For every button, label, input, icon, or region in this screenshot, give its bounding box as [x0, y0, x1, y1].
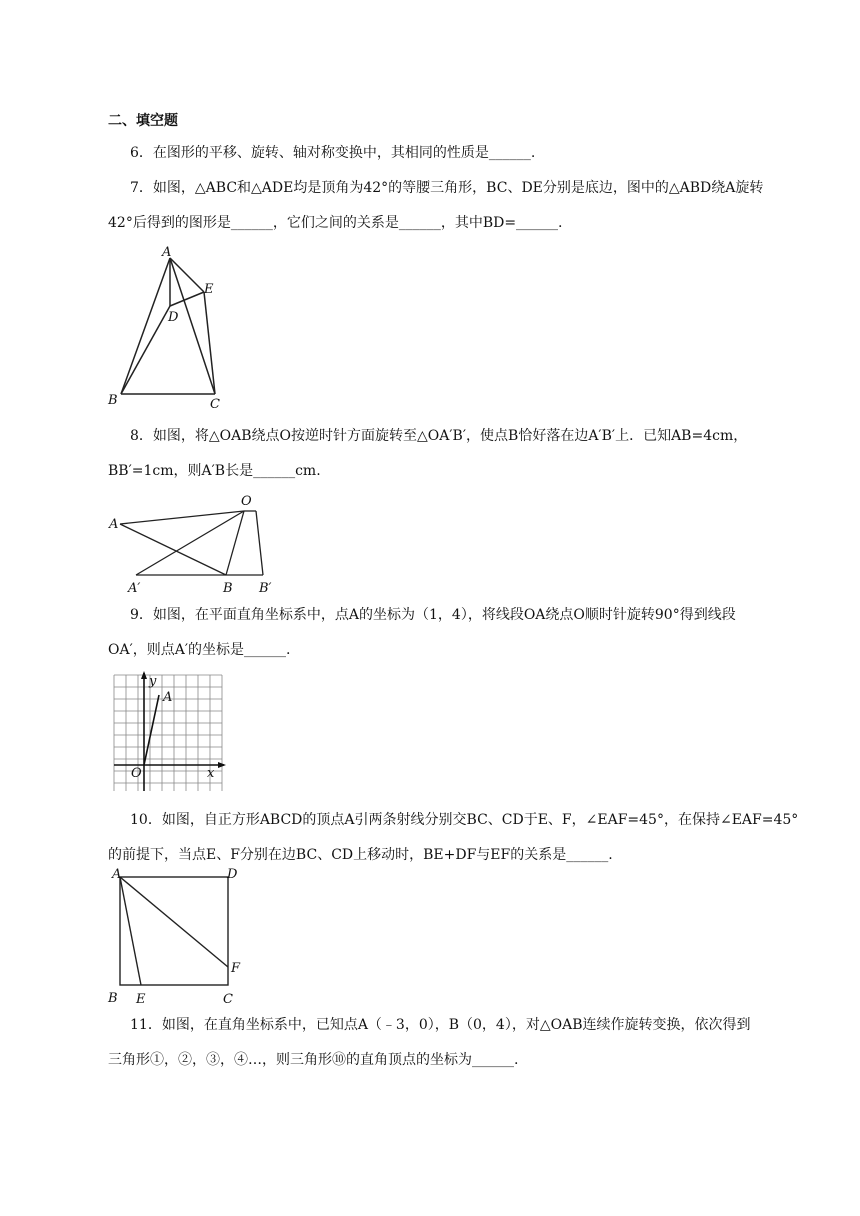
- point-label-b-prime: B′: [259, 581, 272, 596]
- question-6-text: 6．在图形的平移、旋转、轴对称变换中，其相同的性质是______.: [130, 145, 536, 161]
- question-7-line-1: 7．如图，△ABC和△ADE均是顶角为42°的等腰三角形，BC、DE分别是底边，图中的△ABD绕A旋转: [130, 180, 764, 196]
- question-11-line-2: 三角形①，②，③，④…，则三角形⑩的直角顶点的坐标为______.: [108, 1052, 519, 1068]
- point-label-c: C: [210, 397, 220, 412]
- point-label-a-prime: A′: [128, 581, 141, 596]
- square-lines: [120, 877, 228, 985]
- point-label-a: A: [163, 690, 173, 705]
- segment-oa: [144, 695, 159, 765]
- point-label-o: O: [241, 494, 252, 509]
- question-10-line-1: 10．如图，自正方形ABCD的顶点A引两条射线分别交BC、CD于E、F，∠EAF=45°，在保持∠EAF=45°: [130, 812, 799, 828]
- question-7-figure: [106, 244, 236, 412]
- question-10-line-2: 的前提下，当点E、F分别在边BC、CD上移动时，BE+DF与EF的关系是______.: [108, 847, 613, 863]
- question-11-line-1: 11．如图，在直角坐标系中，已知点A（﹣3，0），B（0，4），对△OAB连续作旋转变换，依次得到: [130, 1017, 751, 1033]
- question-8-line-2: BB′=1cm，则A′B长是______cm.: [108, 463, 321, 479]
- point-label-e: E: [204, 282, 214, 297]
- section-heading: 二、填空题: [108, 113, 178, 129]
- point-label-a: A: [162, 245, 172, 260]
- point-label-f: F: [231, 961, 241, 976]
- axis-label-x: x: [207, 766, 215, 781]
- question-9-line-2: OA′，则点A′的坐标是______.: [108, 642, 291, 658]
- axis-label-y: y: [149, 674, 157, 689]
- point-label-b: B: [223, 581, 233, 596]
- point-label-c: C: [223, 992, 233, 1007]
- point-label-b: B: [108, 991, 118, 1006]
- question-8-figure: [106, 491, 281, 595]
- question-10-figure: [106, 865, 251, 1007]
- point-label-a: A: [109, 517, 119, 532]
- question-9-line-1: 9．如图，在平面直角坐标系中，点A的坐标为（1，4），将线段OA绕点O顺时针旋转90°得到线段: [130, 607, 736, 623]
- origin-label-o: O: [131, 766, 142, 781]
- triangle-lines: [121, 258, 215, 394]
- point-label-d: D: [227, 867, 238, 882]
- point-label-d: D: [168, 310, 179, 325]
- point-label-b: B: [108, 393, 118, 408]
- triangle-lines: [120, 511, 263, 575]
- point-label-a: A: [112, 867, 122, 882]
- question-8-line-1: 8．如图，将△OAB绕点O按逆时针方面旋转至△OA′B′，使点B恰好落在边A′B′上．已知AB=4cm，: [130, 428, 748, 444]
- point-label-e: E: [136, 992, 146, 1007]
- question-7-line-2: 42°后得到的图形是______，它们之间的关系是______，其中BD=______.: [108, 215, 563, 231]
- question-9-figure: [110, 671, 226, 795]
